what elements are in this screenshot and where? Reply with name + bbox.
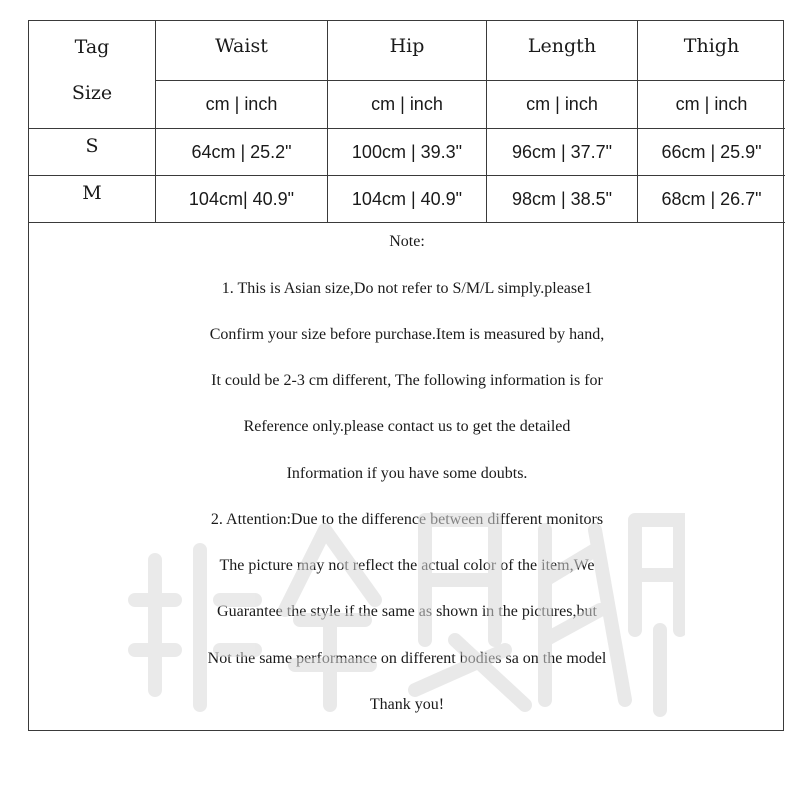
- note-line: It could be 2-3 cm different, The following information is for: [211, 372, 603, 389]
- note-title: Note:: [389, 233, 425, 250]
- unit-label: cm | inch: [205, 94, 278, 114]
- table-cell: 104cm | 40.9": [351, 188, 463, 209]
- table-cell: 66cm | 25.9": [661, 141, 762, 162]
- note-line: Thank you!: [369, 696, 445, 713]
- note-line: The picture may not reflect the actual color of the item,We: [219, 557, 595, 574]
- column-header-hip: Hip: [389, 35, 425, 57]
- table-cell: 100cm | 39.3": [351, 141, 463, 162]
- note-line: Information if you have some doubts.: [286, 465, 528, 482]
- size-chart: [28, 20, 784, 731]
- note-line: Guarantee the style if the same as shown in the pictures,but: [217, 603, 597, 620]
- size-cell-s: S: [85, 134, 99, 157]
- note-line: 1. This is Asian size,Do not refer to S/M/L simply.please1: [221, 280, 593, 297]
- table-cell: 64cm | 25.2": [191, 141, 292, 162]
- unit-label: cm | inch: [526, 94, 598, 114]
- table-cell: 96cm | 37.7": [511, 141, 613, 162]
- tag-label: Tag: [74, 36, 110, 58]
- note-line: Not the same performance on different bodies sa on the model: [207, 650, 607, 667]
- table-cell: 98cm | 38.5": [511, 188, 613, 209]
- unit-label: cm | inch: [675, 94, 748, 114]
- table-cell: 68cm | 26.7": [661, 188, 762, 209]
- note-line: 2. Attention:Due to the difference between different monitors: [210, 511, 604, 528]
- size-cell-m: M: [82, 181, 102, 204]
- note-line: Reference only.please contact us to get the detailed: [243, 418, 571, 435]
- column-header-length: Length: [527, 35, 597, 57]
- table-cell: 104cm| 40.9": [188, 188, 295, 209]
- column-header-thigh: Thigh: [683, 35, 740, 57]
- unit-label: cm | inch: [371, 94, 443, 114]
- size-label: Size: [71, 82, 113, 104]
- grid-line: [29, 222, 785, 223]
- column-header-waist: Waist: [215, 35, 268, 57]
- note-line: Confirm your size before purchase.Item is measured by hand,: [209, 326, 605, 343]
